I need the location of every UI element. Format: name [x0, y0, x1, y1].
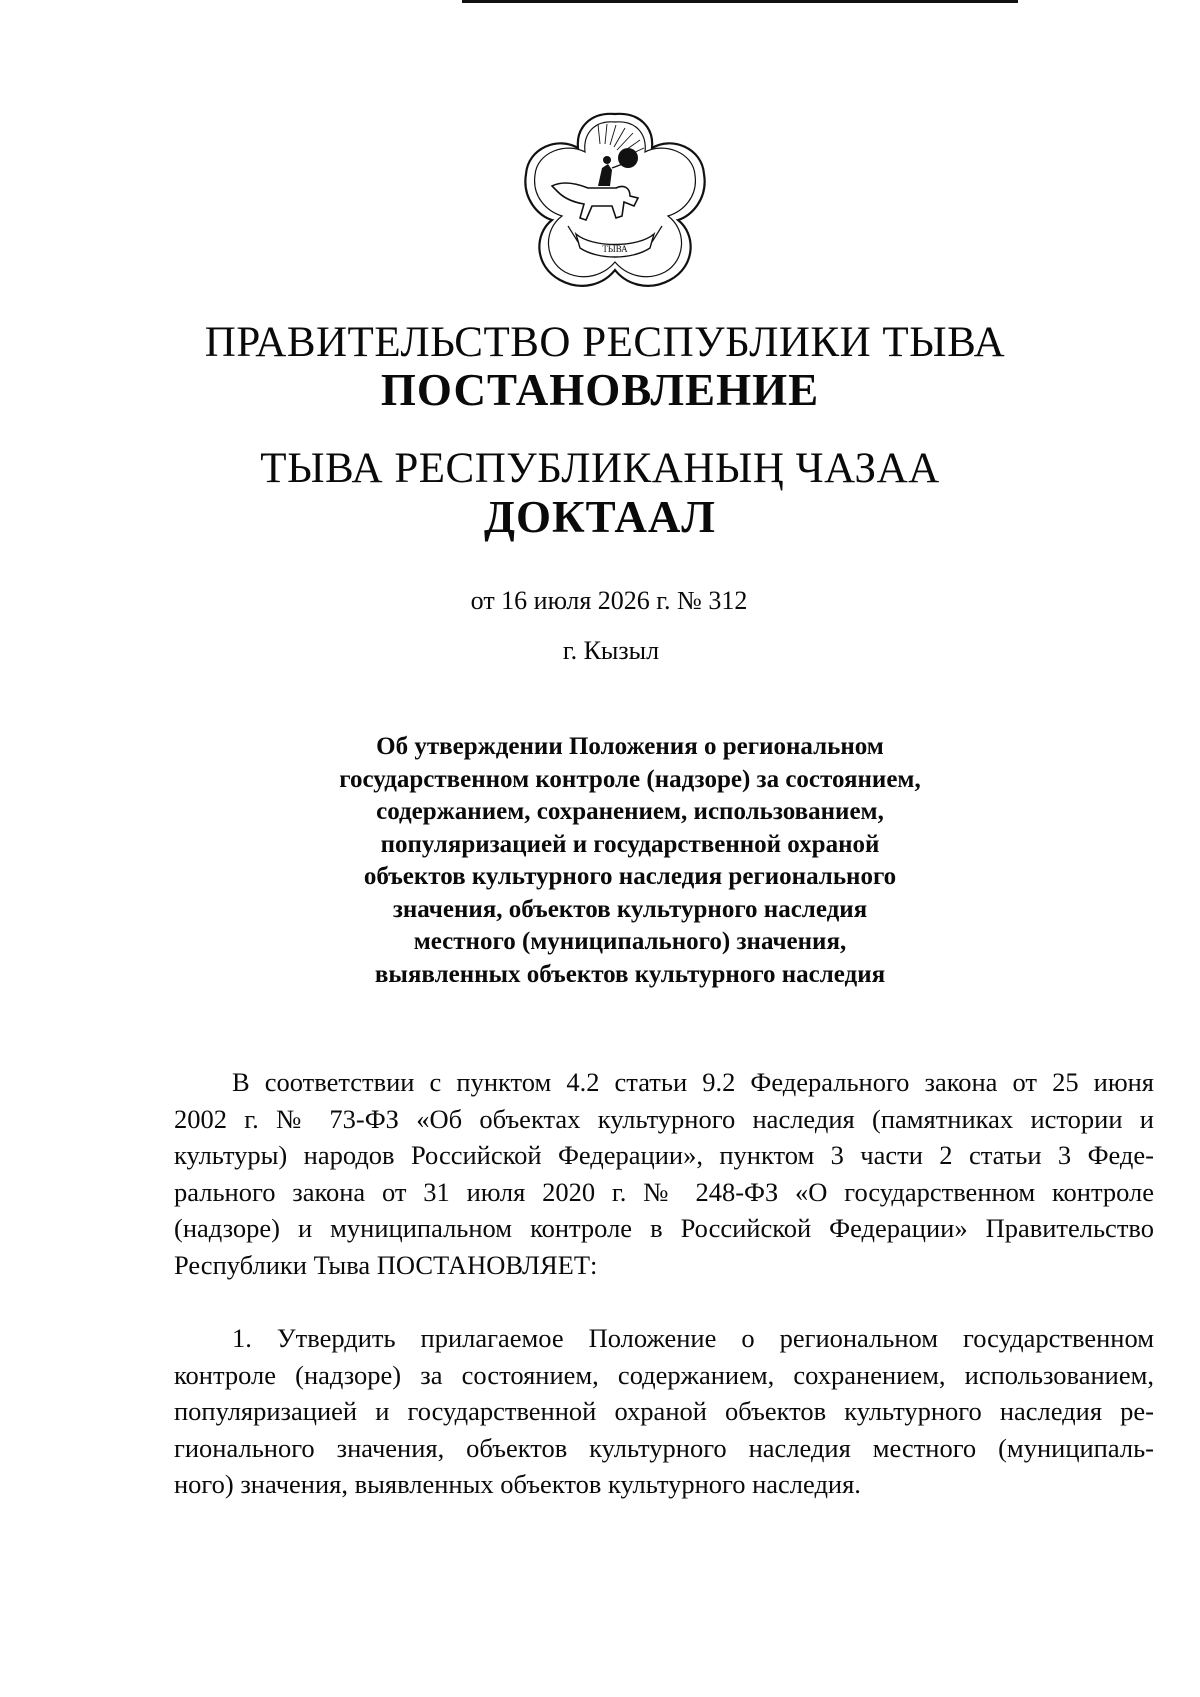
document-type-ru: ПОСТАНОВЛЕНИЕ	[380, 365, 820, 415]
paragraph-line: Республики Тыва ПОСТАНОВЛЯЕТ:	[174, 1249, 598, 1280]
paragraph-line: (надзоре) и муниципальном контроле в Российской Федерации» Правительство	[174, 1213, 1154, 1243]
item-1-paragraph	[174, 1320, 1154, 1503]
document-date-number: от 16 июля 2026 г. № 312	[470, 586, 748, 615]
subject-line: государственном контроле (надзоре) за состоянием,	[339, 765, 921, 793]
subject-line: объектов культурного наследия регионального	[363, 863, 897, 890]
government-name-ru: ПРАВИТЕЛЬСТВО РЕСПУБЛИКИ ТЫВА	[204, 319, 1006, 366]
subject-line: местного (муниципального) значения,	[413, 928, 847, 955]
paragraph-line: 2002 г. № 73-ФЗ «Об объектах культурного наследия (памятниках истории и	[174, 1103, 1154, 1134]
subject-line: популяризацией и государственной охраной	[380, 830, 880, 858]
document-subject	[300, 731, 960, 991]
paragraph-line: ного) значения, выявленных объектов культурного наследия.	[174, 1469, 861, 1499]
document-city: г. Кызыл	[562, 636, 660, 665]
paragraph-line: гионального значения, объектов культурного наследия местного (муниципаль-	[174, 1432, 1154, 1463]
paragraph-line: 1. Утвердить прилагаемое Положение о региональном государственном	[232, 1323, 1154, 1353]
preamble-paragraph	[174, 1064, 1154, 1283]
emblem-inscription: ТЫВА	[602, 244, 628, 254]
subject-line: значения, объектов культурного наследия	[392, 895, 868, 923]
document-type-tyv: ДОКТААЛ	[484, 492, 716, 542]
paragraph-line: культуры) народов Российской Федерации», пунктом 3 части 2 статьи 3 Феде-	[174, 1140, 1154, 1170]
paragraph-line: В соответствии с пунктом 4.2 статьи 9.2 Федерального закона от 25 июня	[232, 1067, 1154, 1097]
paragraph-line: контроле (надзоре) за состоянием, содержанием, сохранением, использованием,	[174, 1359, 1154, 1390]
government-name-tyv: ТЫВА РЕСПУБЛИКАНЫҢ ЧАЗАА	[260, 445, 940, 492]
top-rule	[462, 0, 1018, 3]
subject-line: выявленных объектов культурного наследия	[374, 960, 886, 988]
subject-line: Об утверждении Положения о региональном	[376, 733, 884, 760]
paragraph-line: рального закона от 31 июля 2020 г. № 248-ФЗ «О государственном контроле	[174, 1176, 1154, 1207]
paragraph-line: популяризацией и государственной охраной объектов культурного наследия ре-	[174, 1396, 1154, 1426]
coat-of-arms-emblem	[512, 106, 718, 306]
subject-line: содержанием, сохранением, использованием,	[376, 798, 884, 825]
